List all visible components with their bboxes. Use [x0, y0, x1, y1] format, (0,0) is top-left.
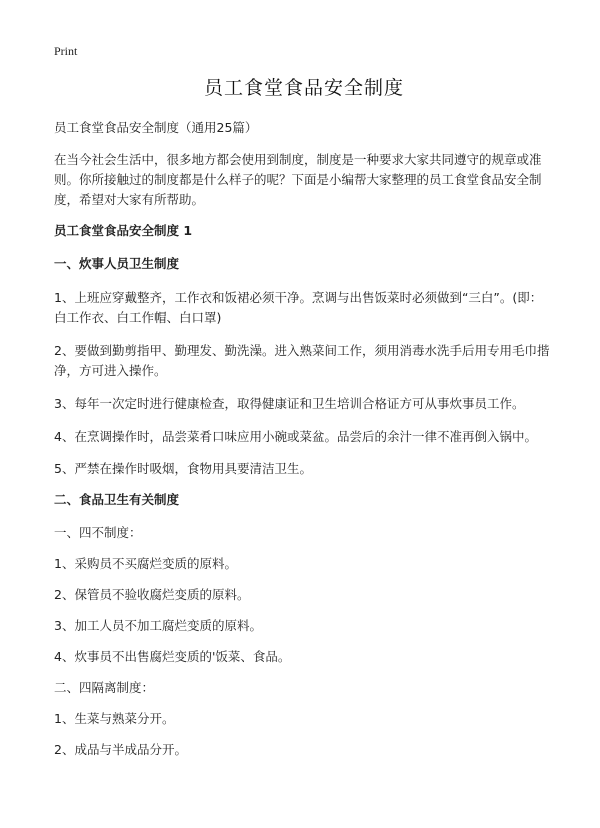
- list-item: 2、保管员不验收腐烂变质的原料。: [54, 587, 250, 602]
- part-heading-food-safety: 二、食品卫生有关制度: [54, 492, 180, 507]
- list-item: 1、上班应穿戴整齐，工作衣和饭裙必须干净。烹调与出售饭菜时必须做到“三白”。(即：白工作衣、白工作帽、白口罩): [54, 290, 543, 325]
- list-item: 1、采购员不买腐烂变质的原料。: [54, 556, 237, 571]
- list-item: 2、要做到勤剪指甲、勤理发、勤洗澡。进入熟菜间工作，须用消毒水洗手后用专用毛巾揩净，方可进入操作。: [54, 343, 550, 378]
- list-item: 2、成品与半成品分开。: [54, 742, 187, 757]
- section-heading: 员工食堂食品安全制度 1: [54, 223, 193, 238]
- list-item: 3、每年一次定时进行健康检查，取得健康证和卫生培训合格证方可从事炊事员工作。: [54, 396, 525, 411]
- list-item: 5、严禁在操作时吸烟，食物用具要清洁卫生。: [54, 461, 312, 476]
- list-item: 1、生菜与熟菜分开。: [54, 711, 175, 726]
- print-link[interactable]: Print: [54, 44, 78, 58]
- document-title: 员工食堂食品安全制度: [203, 77, 404, 99]
- list-item: 4、炊事员不出售腐烂变质的'饭菜、食品。: [54, 649, 291, 664]
- list-item: 3、加工人员不加工腐烂变质的原料。: [54, 618, 262, 633]
- intro-paragraph: 在当今社会生活中，很多地方都会使用到制度，制度是一种要求大家共同遵守的规章或准则。你所接触过的制度都是什么样子的呢？下面是小编帮大家整理的员工食堂食品安全制度，希望对大家有所帮助。: [54, 152, 542, 207]
- list-item: 4、在烹调操作时，品尝菜肴口味应用小碗或菜盆。品尝后的余汁一律不准再倒入锅中。: [54, 429, 537, 444]
- subsection-heading: 一、四不制度：: [54, 525, 142, 540]
- document-subtitle: 员工食堂食品安全制度（通用25篇）: [54, 120, 258, 135]
- subsection-heading: 二、四隔离制度：: [54, 680, 155, 695]
- part-heading-hygiene: 一、炊事人员卫生制度: [54, 256, 180, 271]
